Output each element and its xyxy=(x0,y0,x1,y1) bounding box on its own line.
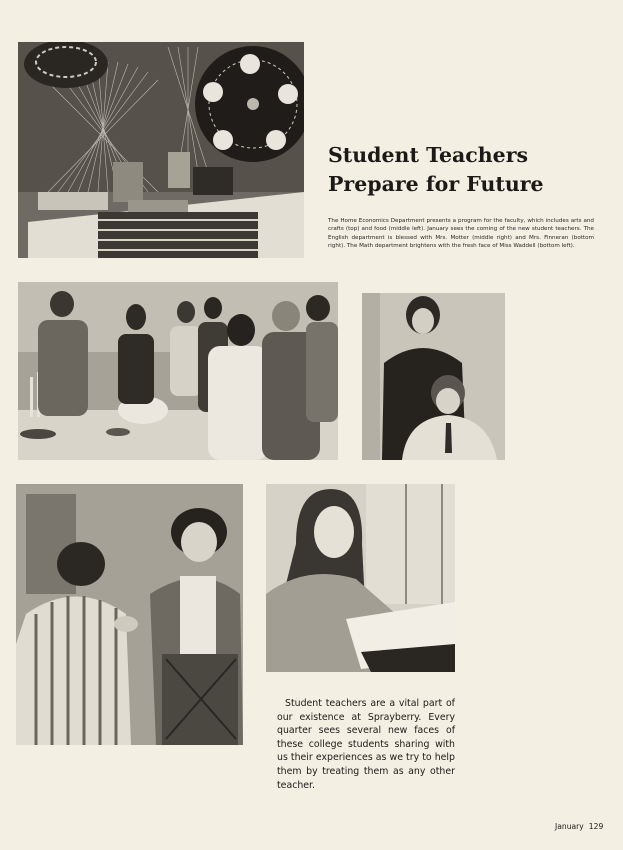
photo-mrs-finneran xyxy=(266,484,455,672)
page-title xyxy=(328,141,588,199)
photo-caption: The Home Economics Department presents a program for the faculty, which includes arts and crafts (top) and food (middle left). January sees the coming of the new student teachers. The English department is blessed with Mrs. Motter (middle right) and Mrs. Finneran (bottom right). The Math department brightens with the fresh face of Miss Waddell (bottom left). xyxy=(328,218,594,249)
page-footer xyxy=(555,822,615,831)
photo-food-reception xyxy=(18,282,338,460)
photo-miss-waddell xyxy=(16,484,243,745)
photo-arts-crafts xyxy=(18,42,304,258)
page-number: 129 xyxy=(588,822,604,831)
story-text: Student teachers are a vital part of our existence at Sprayberry. Every quarter sees several new faces of these college students sharing with us their experiences as we try to help them by treating them as any other teacher. xyxy=(277,698,455,791)
title-line-1: Student Teachers xyxy=(328,143,529,167)
photo-mrs-motter xyxy=(362,293,505,460)
footer-month: January xyxy=(555,822,584,831)
title-line-2: Prepare for Future xyxy=(328,172,544,196)
